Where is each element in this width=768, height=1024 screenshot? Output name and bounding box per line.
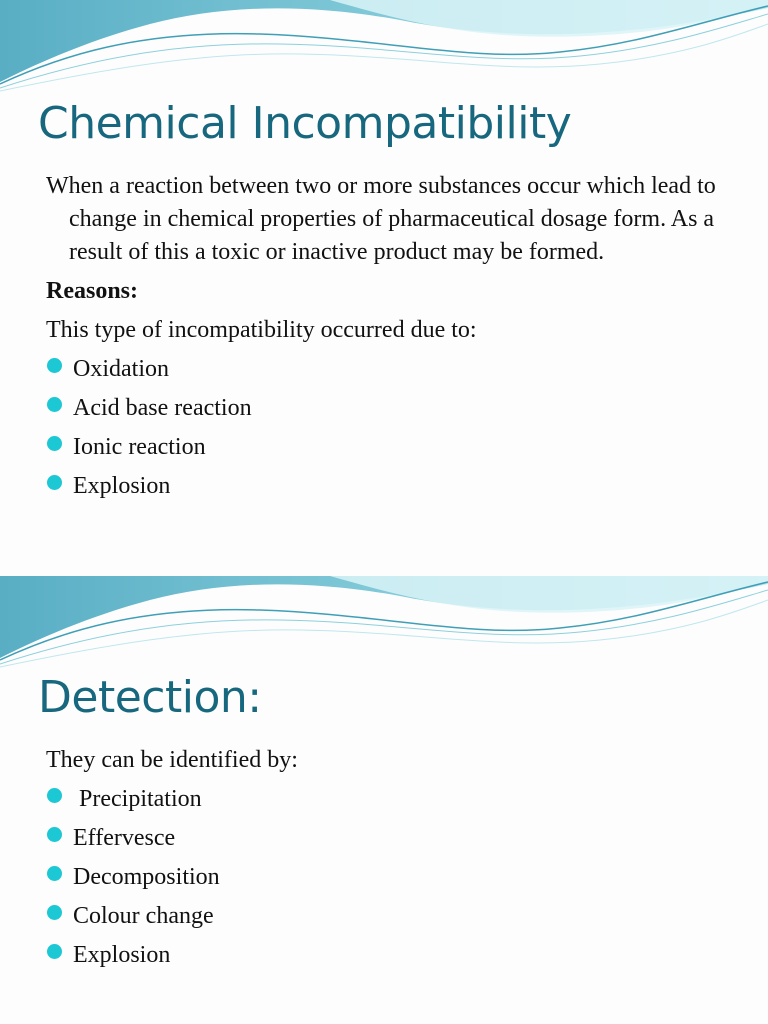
list-item xyxy=(46,822,738,861)
bullet-icon xyxy=(47,944,62,959)
bullet-icon xyxy=(47,358,62,373)
bullet-icon xyxy=(47,905,62,920)
wave-header-decoration xyxy=(0,0,768,96)
bullet-icon xyxy=(47,475,62,490)
list-item-label: Colour change xyxy=(73,903,214,929)
lead-text: They can be identified by: xyxy=(46,747,298,773)
bullet-icon xyxy=(47,827,62,842)
list-item-label: Decomposition xyxy=(73,864,220,890)
slide-body xyxy=(46,170,738,509)
slide-title: Detection: xyxy=(38,672,262,723)
list-item-label: Explosion xyxy=(73,942,171,968)
bullet-icon xyxy=(47,436,62,451)
wave-header-decoration xyxy=(0,576,768,672)
list-item xyxy=(46,353,738,392)
list-item-label: Effervesce xyxy=(73,825,176,851)
intro-paragraph: When a reaction between two or more substances occur which lead to change in chemical properties of pharmaceutical dosage form. As a result of this a toxic or inactive product may be formed. xyxy=(46,173,716,265)
list-item xyxy=(46,470,738,509)
bullet-icon xyxy=(47,397,62,412)
detection-list xyxy=(46,783,738,978)
slide-body xyxy=(46,744,738,978)
reasons-heading: Reasons: xyxy=(46,278,139,304)
list-item-label: Acid base reaction xyxy=(73,395,252,421)
bullet-icon xyxy=(47,788,62,803)
list-item xyxy=(46,431,738,470)
lead-text: This type of incompatibility occurred due to: xyxy=(46,317,477,343)
list-item xyxy=(46,783,738,822)
list-item-label: Ionic reaction xyxy=(73,434,206,460)
list-item xyxy=(46,392,738,431)
list-item-label: Oxidation xyxy=(73,356,169,382)
list-item-label: Explosion xyxy=(73,473,171,499)
bullet-icon xyxy=(47,866,62,881)
list-item xyxy=(46,861,738,900)
list-item xyxy=(46,939,738,978)
list-item-label: Precipitation xyxy=(73,786,202,812)
slide-detection xyxy=(0,576,768,1024)
slide-title: Chemical Incompatibility xyxy=(38,98,572,149)
reasons-list xyxy=(46,353,738,509)
list-item xyxy=(46,900,738,939)
